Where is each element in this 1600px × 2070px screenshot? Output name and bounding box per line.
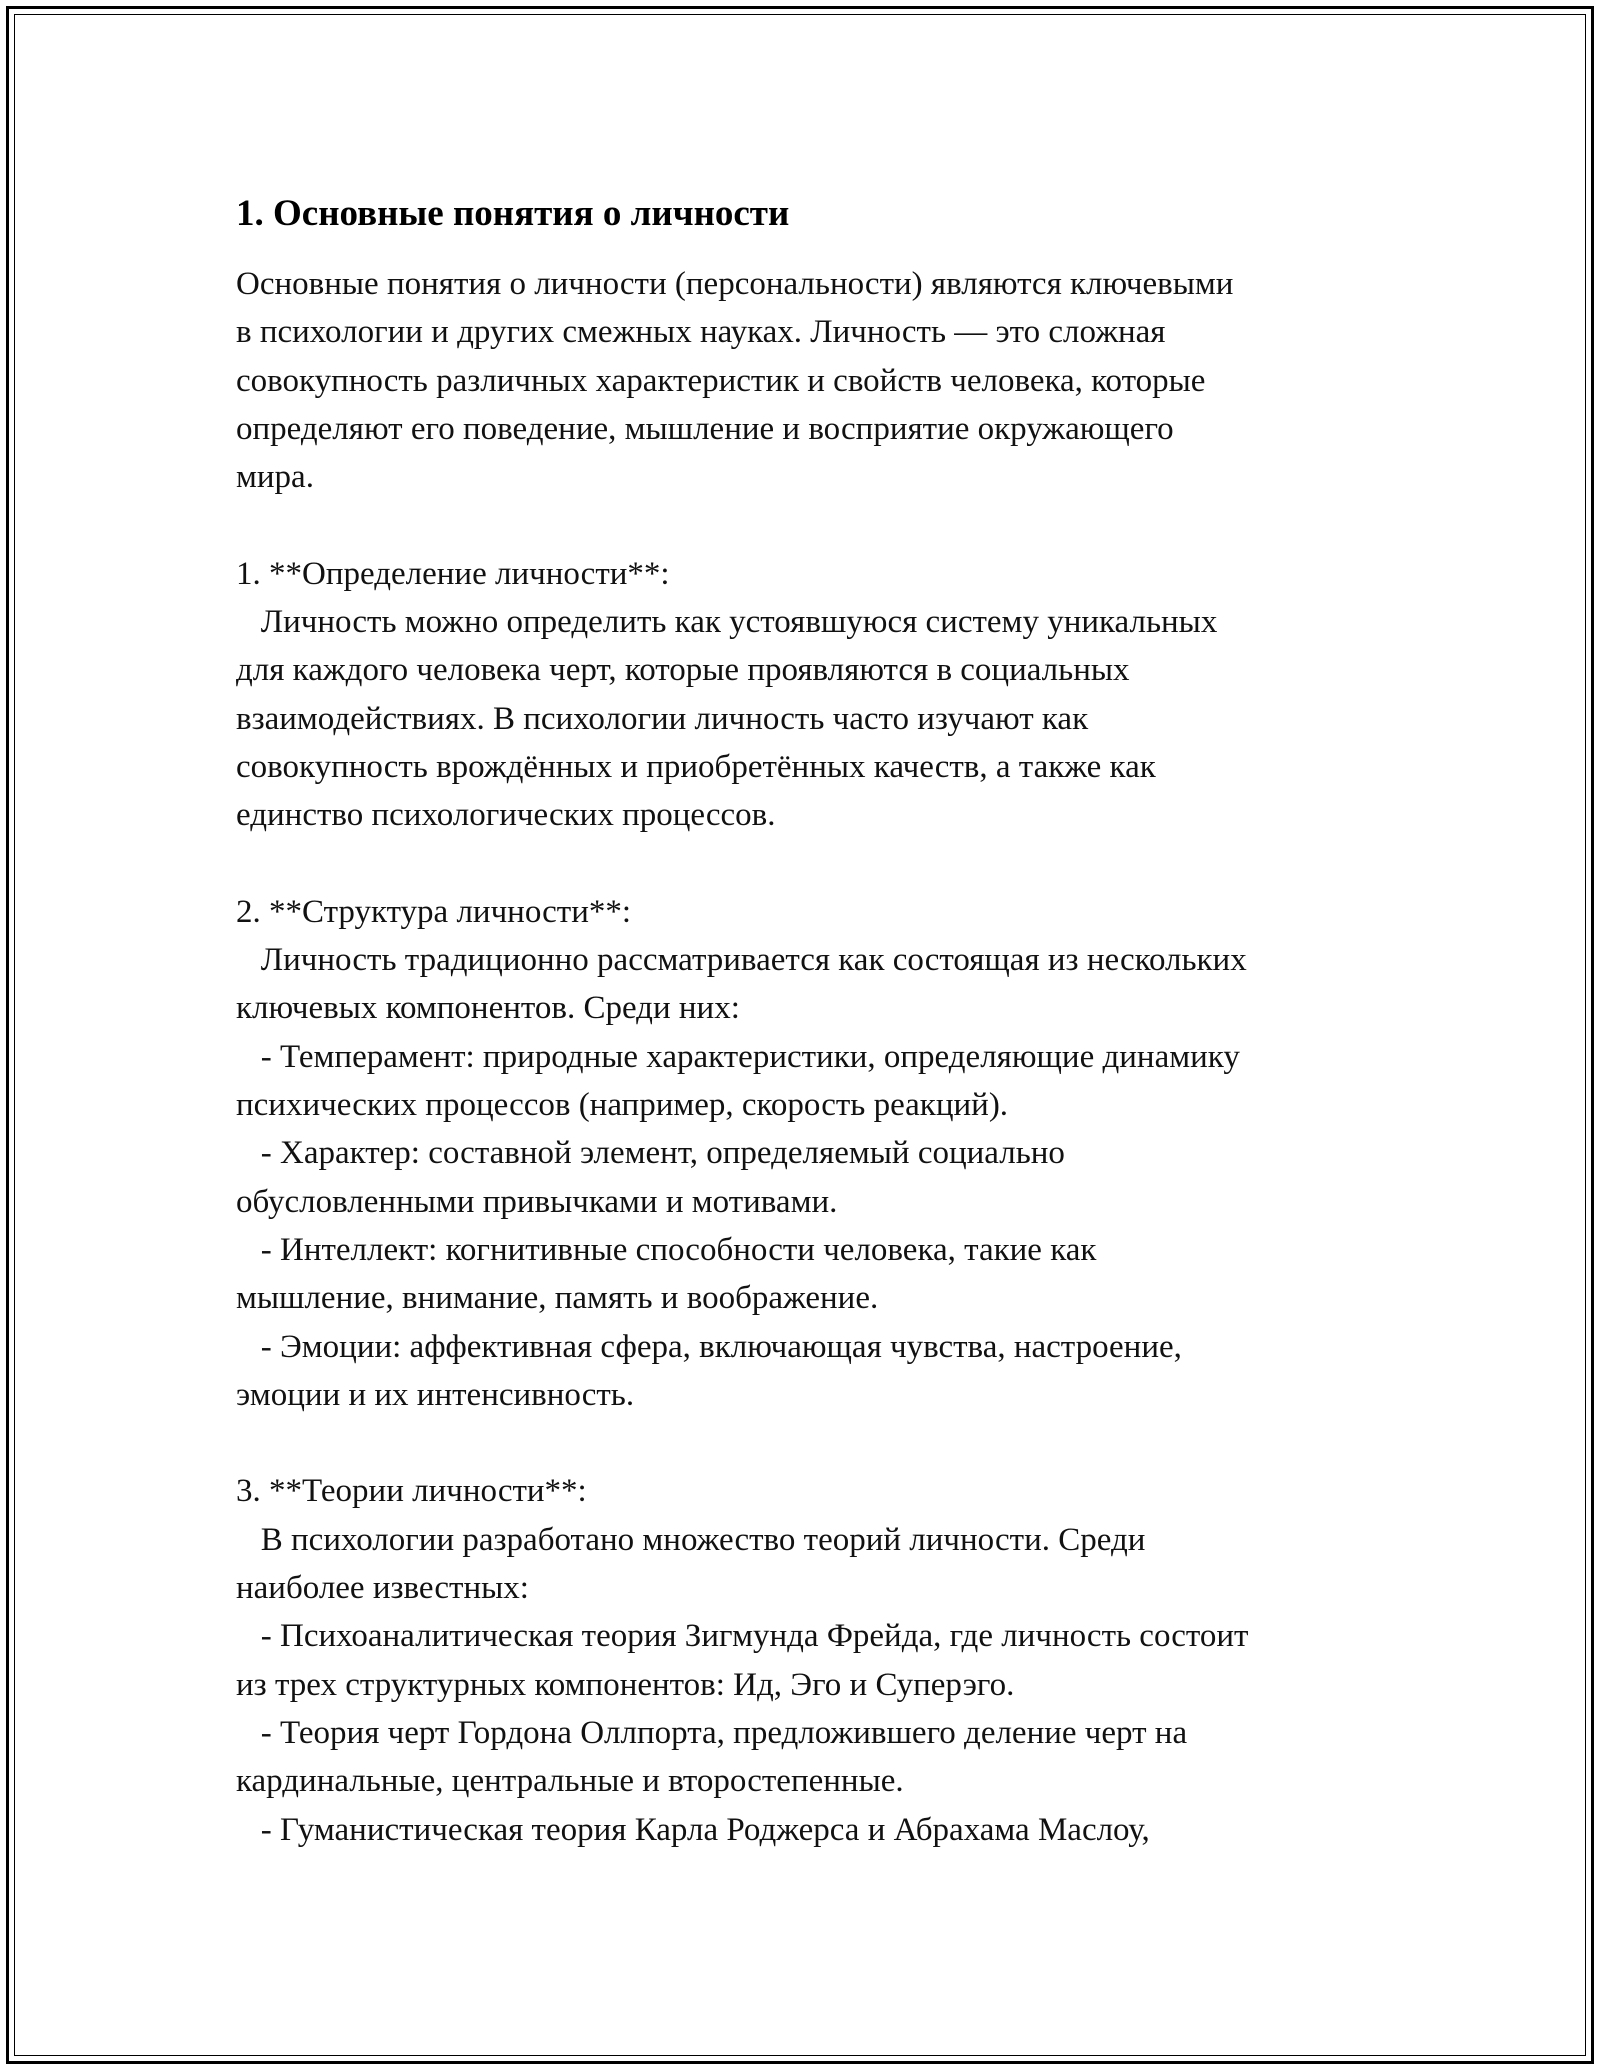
list-item-heading: 1. **Определение личности**: bbox=[236, 555, 670, 592]
text-line: психических процессов (например, скорость реакций). bbox=[236, 1087, 1009, 1124]
paragraph-lines bbox=[236, 260, 1376, 1854]
bullet-line: - Психоаналитическая теория Зигмунда Фрейда, где личность состоит bbox=[236, 1618, 1249, 1655]
blank-line bbox=[236, 1419, 1376, 1467]
list-item-heading: 2. **Структура личности**: bbox=[236, 893, 632, 930]
text-line: наиболее известных: bbox=[236, 1570, 529, 1607]
text-line: определяют его поведение, мышление и восприятие окружающего bbox=[236, 410, 1174, 447]
text-line: обусловленными привычками и мотивами. bbox=[236, 1183, 838, 1220]
text-line: кардинальные, центральные и второстепенные. bbox=[236, 1763, 904, 1800]
text-line: мышление, внимание, память и воображение. bbox=[236, 1280, 879, 1317]
text-line: из трех структурных компонентов: Ид, Эго и Суперэго. bbox=[236, 1666, 1015, 1703]
blank-line bbox=[236, 840, 1376, 888]
text-line: совокупность врождённых и приобретённых качеств, а также как bbox=[236, 748, 1156, 785]
text-line: взаимодействиях. В психологии личность часто изучают как bbox=[236, 700, 1089, 737]
list-item-heading: 3. **Теории личности**: bbox=[236, 1473, 587, 1510]
blank-line bbox=[236, 501, 1376, 549]
text-line: Личность можно определить как устоявшуюся систему уникальных bbox=[236, 604, 1218, 641]
bullet-line: - Теория черт Гордона Оллпорта, предложившего деление черт на bbox=[236, 1714, 1188, 1751]
text-line: единство психологических процессов. bbox=[236, 797, 776, 834]
bullet-line: - Темперамент: природные характеристики, определяющие динамику bbox=[236, 1038, 1240, 1075]
text-line: ключевых компонентов. Среди них: bbox=[236, 990, 740, 1027]
text-line: эмоции и их интенсивность. bbox=[236, 1376, 635, 1413]
bullet-line: - Гуманистическая теория Карла Роджерса и Абрахама Маслоу, bbox=[236, 1811, 1150, 1848]
text-line: в психологии и других смежных науках. Личность — это сложная bbox=[236, 314, 1166, 351]
text-line: для каждого человека черт, которые проявляются в социальных bbox=[236, 652, 1130, 689]
bullet-line: - Эмоции: аффективная сфера, включающая чувства, настроение, bbox=[236, 1328, 1182, 1365]
section-heading: 1. Основные понятия о личности bbox=[236, 193, 790, 234]
text-line: совокупность различных характеристик и свойств человека, которые bbox=[236, 362, 1206, 399]
bullet-line: - Характер: составной элемент, определяемый социально bbox=[236, 1135, 1065, 1172]
text-line: Личность традиционно рассматривается как состоящая из нескольких bbox=[236, 942, 1247, 979]
document-body bbox=[236, 188, 1376, 1854]
bullet-line: - Интеллект: когнитивные способности человека, такие как bbox=[236, 1231, 1097, 1268]
text-line: В психологии разработано множество теорий личности. Среди bbox=[236, 1521, 1146, 1558]
text-line: Основные понятия о личности (персональности) являются ключевыми bbox=[236, 266, 1234, 302]
text-line: мира. bbox=[236, 459, 314, 496]
